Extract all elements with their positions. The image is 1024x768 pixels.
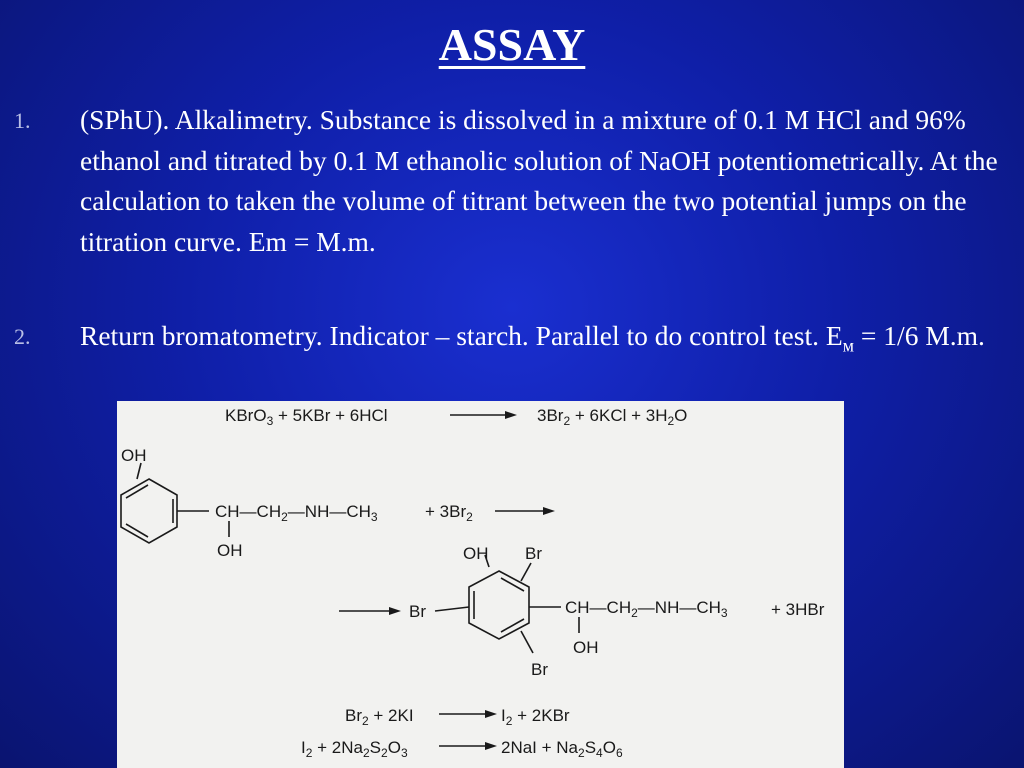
- reaction-scheme-svg: [117, 401, 844, 768]
- slide-title: ASSAY: [438, 19, 586, 70]
- reaction5-right: $2NaI + Na_2S_4O_6$: [501, 738, 623, 760]
- oh-bottom-2: OH: [573, 638, 599, 657]
- br-top: Br: [525, 544, 542, 563]
- reagent-br2: + $3Br_2$: [425, 502, 473, 524]
- oh-top-1: OH: [121, 446, 147, 465]
- subscript: м: [842, 335, 855, 356]
- reaction1-right: $3Br_2 + 6KCl + 3H_2O$: [537, 406, 688, 428]
- side-chain-1: $CH—CH_2—NH—CH_3$: [215, 502, 378, 524]
- side-chain-2: $CH—CH_2—NH—CH_3$: [565, 598, 728, 620]
- oh-bottom-1: OH: [217, 541, 243, 560]
- list-number: 1.: [14, 108, 31, 133]
- list-item-text: [80, 316, 1010, 366]
- benzene-ring-2: [435, 555, 579, 653]
- reaction4-left: $Br_2 + 2KI$: [345, 706, 414, 728]
- reaction1-arrow: [450, 411, 517, 419]
- list-item-text: (SPhU). Alkalimetry. Substance is dissolved in a mixture of 0.1 M HCl and 96% ethanol and titrated by 0.1 M ethanolic solution of NaOH potentiometrically. At the calculation to taken the volume of titrant between the two potential jumps on the titration curve. Em = M.m.: [80, 104, 998, 257]
- reaction5-arrow: [439, 742, 497, 750]
- oh-top-2: OH: [463, 544, 489, 563]
- list-number: 2.: [14, 324, 31, 349]
- br-left: Br: [409, 602, 426, 621]
- reaction3-arrow: [339, 607, 401, 615]
- benzene-ring-1: [121, 463, 229, 543]
- reaction4-right: $I_2 + 2KBr$: [501, 706, 570, 728]
- br-bottom: Br: [531, 660, 548, 679]
- reaction5-left: $I_2 + 2Na_2S_2O_3$: [301, 738, 408, 760]
- reaction-scheme-figure: [117, 401, 844, 768]
- reaction1-left: KBrO$_3$ + 5KBr + 6HCl: [225, 406, 388, 428]
- reaction4-arrow: [439, 710, 497, 718]
- reaction2-arrow: [495, 507, 555, 515]
- byproduct-hbr: + 3HBr: [771, 600, 825, 619]
- text-after: = 1/6 M.m.: [854, 320, 985, 351]
- text-before: Return bromatometry. Indicator – starch. Parallel to do control test. E: [80, 320, 843, 351]
